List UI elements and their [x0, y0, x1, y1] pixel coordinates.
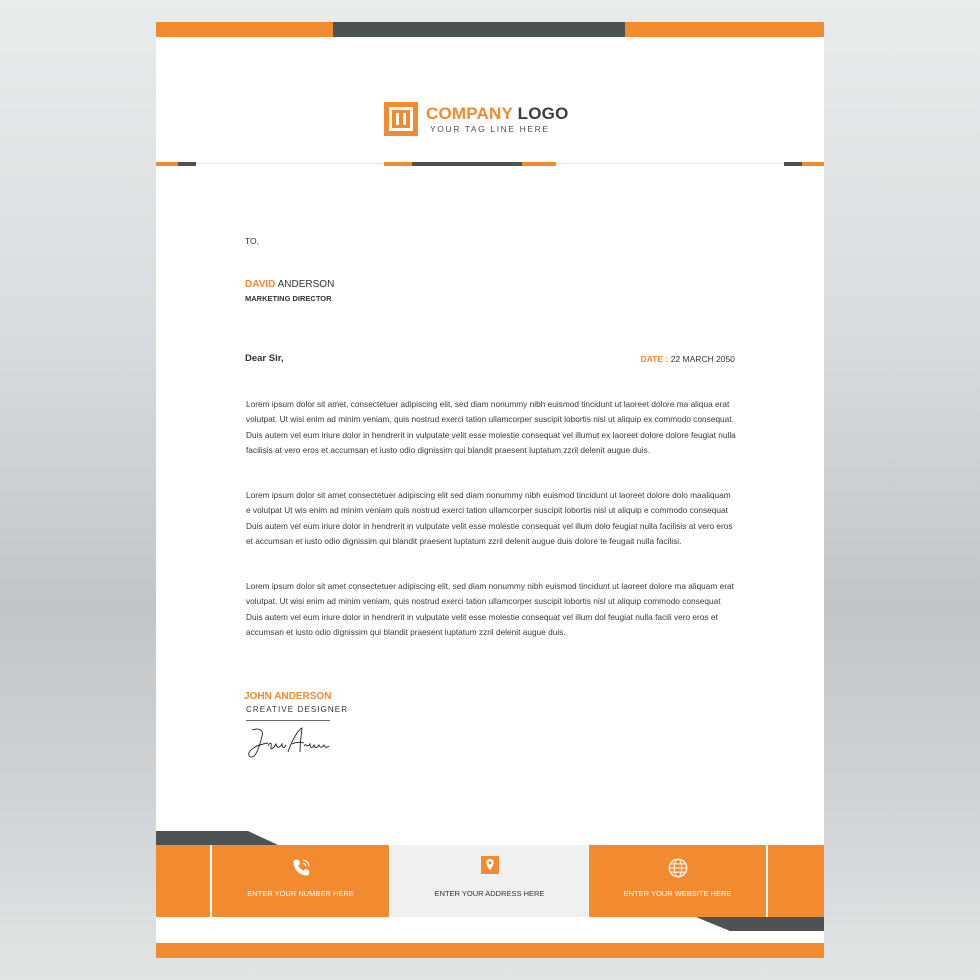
footer-dark-stripe-left	[156, 831, 286, 845]
letterhead-page	[156, 22, 824, 958]
signature-rule	[246, 720, 330, 721]
footer-address-label: ENTER YOUR ADDRESS HERE	[434, 889, 545, 898]
date-value: 22 MARCH 2050	[670, 354, 735, 364]
divider-accent-center-right	[522, 162, 556, 166]
top-bar-left	[156, 22, 333, 37]
map-pin-icon	[481, 856, 499, 874]
globe-icon	[667, 857, 689, 879]
recipient-name	[245, 279, 334, 290]
signatory-role: CREATIVE DESIGNER	[246, 705, 349, 714]
square-frame-logo-icon	[384, 102, 418, 136]
body-paragraph-3: Lorem ipsum dolor sit amet consectetuer adipiscing elit, sed diam nonummy nibh euismod tincidunt ut laoreet dolore ma aliquam erat volutpat. Ut wisi enim ad minim veniam, quis nostrud exerci tation ullamcorper suscipit lobortis nisl ut aliquip commodo consequat Duis autem vel eum iriure dolor in hendrerit in vulputate velit esse molestie consequat vel illum dol feugiat nulla facili vero eros et accumsan et iusto odio dignissim qui blandit praesent luptatum zzril delenit augue duis.	[246, 581, 734, 637]
body-paragraph-1: Lorem ipsum dolor sit amet, consectetuer adipiscing elit, sed diam nonummy nibh euismod tincidunt ut laoreet dolore ma aliqua erat volutpat. Ut wisi enim ad minim veniam, quis nostrud exerci tation ullamcorper suscipit lobortis nisl ut aliquip ex commodo consequat. Duis autem vel eum iriure dolor in hendrerit in vulputate velit esse molestie consequat vel illumut ex laoreet dolore dolore feugiat nulla facilisis at vero eros et accumsan et iusto odio dignissim qui blandit praesent luptatum zzril delenit augue duis.	[246, 399, 736, 455]
recipient-last-name: ANDERSON	[277, 279, 335, 290]
footer-dark-stripe-right	[696, 917, 824, 931]
company-logo-title	[426, 104, 569, 124]
date	[641, 354, 735, 364]
top-bar-right	[625, 22, 824, 37]
divider-accent-left-dark	[178, 162, 196, 166]
footer-block-left	[156, 845, 210, 917]
divider-accent-center-left	[384, 162, 412, 166]
body-paragraph-2: Lorem ipsum dolor sit amet consectetuer adipiscing elit sed diam nonummy nibh euismod tincidunt ut laoreet dolore dolo maaliquam e volutpat Ut wis enim ad minim veniam quis nostrud exerci tation ullamcorper suscipit lobortis nisl ut aliquip e commodo consequat Duis autem vel eum iriure dolor in hendrerit in vulputate velit esse molestie consequat vel illum dolo feugiat nulla facilisis at vero eros et accumsan et iusto odio dignissim qui blandit praesent luptatum zzril delenit augue duis dolore te feugait nulla facilisi.	[246, 490, 733, 546]
footer-phone-label: ENTER YOUR NUMBER HERE	[247, 889, 354, 898]
footer-website-block	[589, 845, 766, 917]
divider-accent-right-dark	[784, 162, 802, 166]
handwritten-signature	[244, 722, 334, 762]
recipient-first-name: DAVID	[245, 279, 276, 290]
top-bar-center	[333, 22, 625, 37]
footer-phone-block	[212, 845, 389, 917]
signatory-name: JOHN ANDERSON	[244, 691, 332, 702]
divider-accent-center	[412, 162, 522, 166]
divider-accent-right	[802, 162, 824, 166]
phone-icon	[290, 857, 312, 879]
logo-word: LOGO	[517, 104, 569, 123]
to-label: TO,	[245, 236, 260, 246]
divider-accent-left	[156, 162, 178, 166]
date-label: DATE :	[640, 354, 669, 364]
footer-address-block	[391, 845, 588, 917]
recipient-title: MARKETING DIRECTOR	[245, 294, 332, 303]
footer-website-label: ENTER YOUR WEBSITE HERE	[623, 889, 732, 898]
tagline: YOUR TAG LINE HERE	[430, 124, 550, 134]
bottom-bar	[156, 943, 824, 958]
footer-block-right	[768, 845, 824, 917]
company-word: COMPANY	[426, 104, 513, 123]
salutation: Dear Sir,	[245, 353, 284, 364]
